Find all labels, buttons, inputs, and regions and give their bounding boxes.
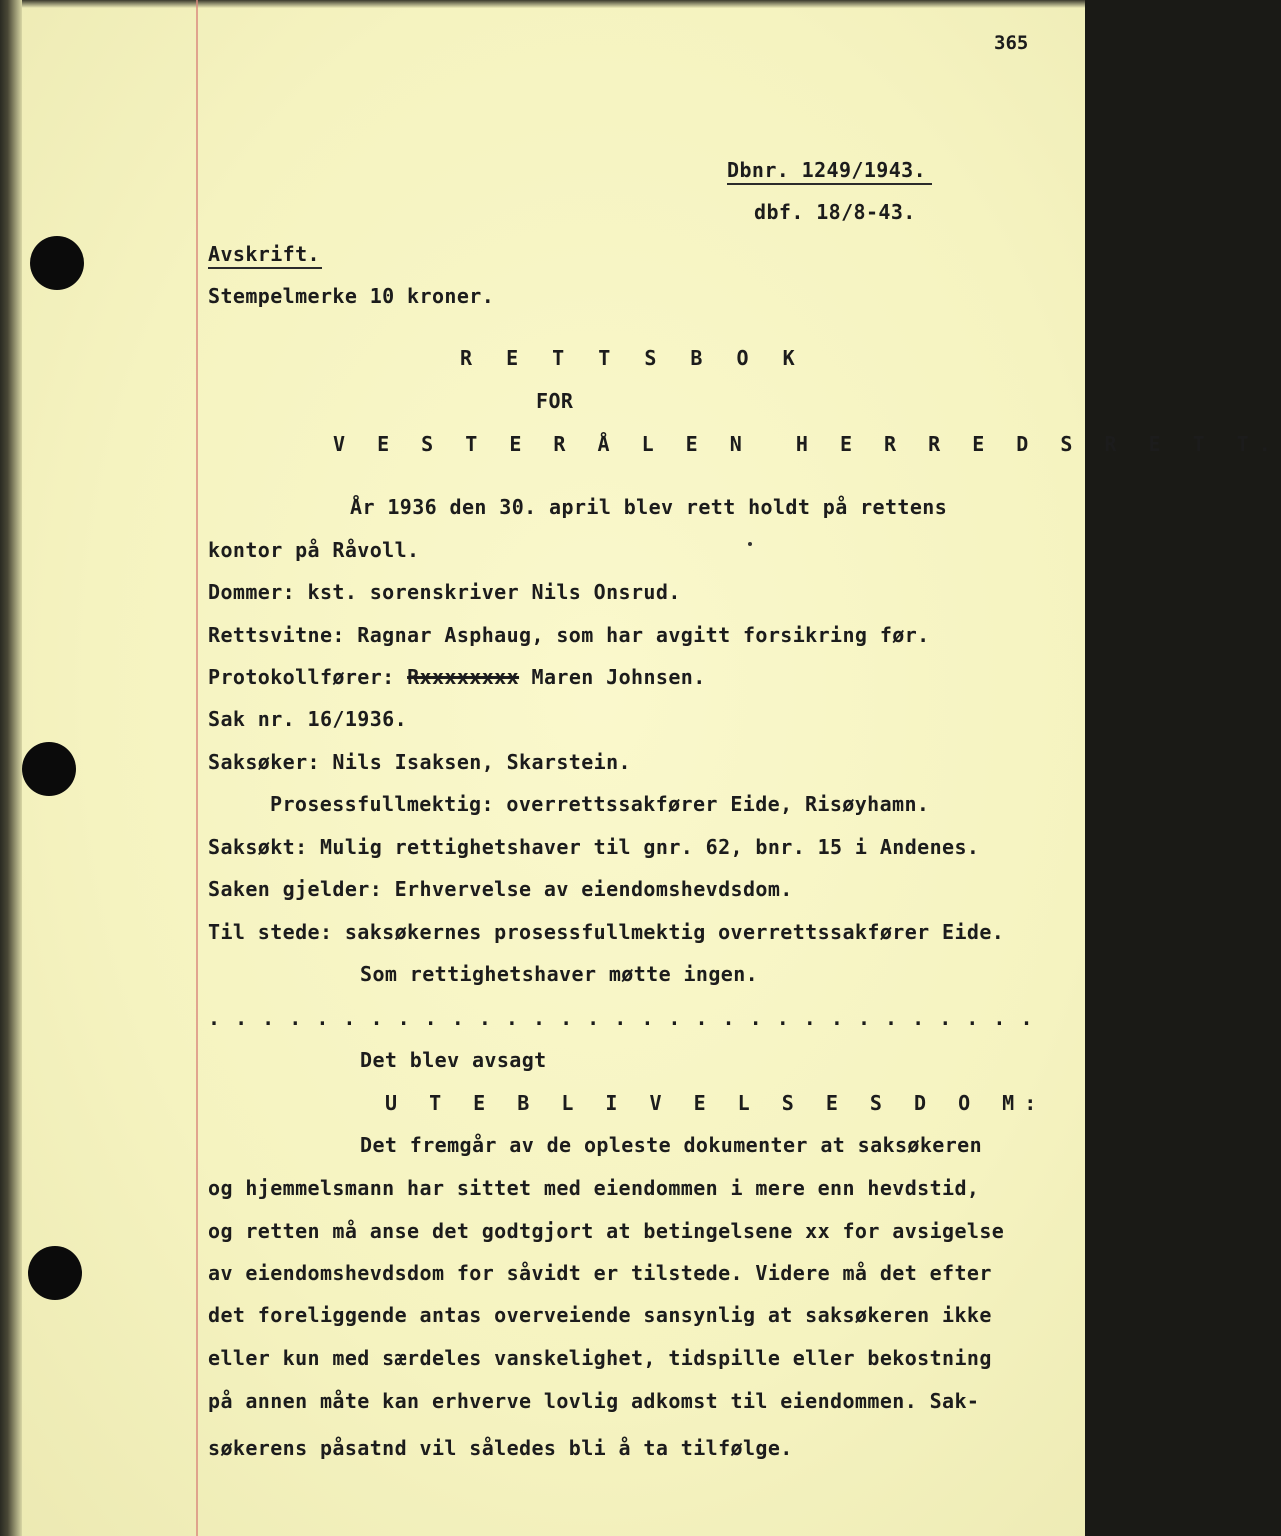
verdict-line-7: på annen måte kan erhverve lovlig adkomst til eiendommen. Sak- <box>208 1389 980 1413</box>
ink-speck <box>748 542 752 546</box>
present-line: Til stede: saksøkernes prosessfullmektig overrettssakfører Eide. <box>208 920 1005 944</box>
punch-hole-top <box>30 236 84 290</box>
avskrift-label: Avskrift. <box>208 242 320 266</box>
protocol-line <box>208 665 706 689</box>
struck-out-text: Rxxxxxxxx <box>407 665 520 689</box>
title-for: FOR <box>536 389 574 413</box>
page-number: 365 <box>994 32 1029 54</box>
verdict-line-5: det foreliggende antas overveiende sansynlig at saksøkeren ikke <box>208 1303 992 1327</box>
punch-hole-middle <box>22 742 76 796</box>
protocol-name: Maren Johnsen. <box>531 665 706 689</box>
judge-line: Dommer: kst. sorenskriver Nils Onsrud. <box>208 580 681 604</box>
title-rettsbok: R E T T S B O K <box>460 346 806 370</box>
avskrift-underline <box>208 267 322 269</box>
counsel-line: Prosessfullmektig: overrettssakfører Eide, Risøyhamn. <box>270 792 930 816</box>
case-number-line: Sak nr. 16/1936. <box>208 707 408 731</box>
verdict-title: U T E B L I V E L S E S D O M: <box>385 1091 1047 1115</box>
defendant-line: Saksøkt: Mulig rettighetshaver til gnr. 62, bnr. 15 i Andenes. <box>208 835 980 859</box>
verdict-line-4: av eiendomshevdsdom for såvidt er tilstede. Videre må det efter <box>208 1261 992 1285</box>
verdict-line-6: eller kun med særdeles vanskelighet, tidspille eller bekostning <box>208 1346 992 1370</box>
title-court: V E S T E R Å L E N H E R R E D S R E T T. <box>333 432 1281 456</box>
plaintiff-line: Saksøker: Nils Isaksen, Skarstein. <box>208 750 631 774</box>
punch-hole-bottom <box>28 1246 82 1300</box>
dbnr-underline <box>727 183 932 185</box>
verdict-line-8: søkerens påsatnd vil således bli å ta tilfølge. <box>208 1436 793 1460</box>
pronounced-line: Det blev avsagt <box>360 1048 547 1072</box>
page-edge-top <box>0 0 1085 8</box>
verdict-line-1: Det fremgår av de opleste dokumenter at saksøkeren <box>360 1133 983 1157</box>
dbf-reference: dbf. 18/8-43. <box>754 200 916 224</box>
opening-line-1: År 1936 den 30. april blev rett holdt på rettens <box>350 495 948 519</box>
verdict-line-2: og hjemmelsmann har sittet med eiendommen i mere enn hevdstid, <box>208 1176 980 1200</box>
verdict-line-3: og retten må anse det godtgjort at betingelsene xx for avsigelse <box>208 1219 1005 1243</box>
margin-rule <box>196 0 198 1536</box>
stamp-line: Stempelmerke 10 kroner. <box>208 284 495 308</box>
page-edge-left <box>0 0 22 1536</box>
opening-line-2: kontor på Råvoll. <box>208 538 420 562</box>
protocol-label: Protokollfører: <box>208 665 395 689</box>
witness-line: Rettsvitne: Ragnar Asphaug, som har avgitt forsikring før. <box>208 623 930 647</box>
subject-line: Saken gjelder: Erhvervelse av eiendomshevdsdom. <box>208 877 793 901</box>
dotted-separator: . . . . . . . . . . . . . . . . . . . . . . . . . . . . . . . <box>208 1006 1035 1030</box>
no-show-line: Som rettighetshaver møtte ingen. <box>360 962 759 986</box>
dbnr-reference: Dbnr. 1249/1943. <box>727 158 927 182</box>
